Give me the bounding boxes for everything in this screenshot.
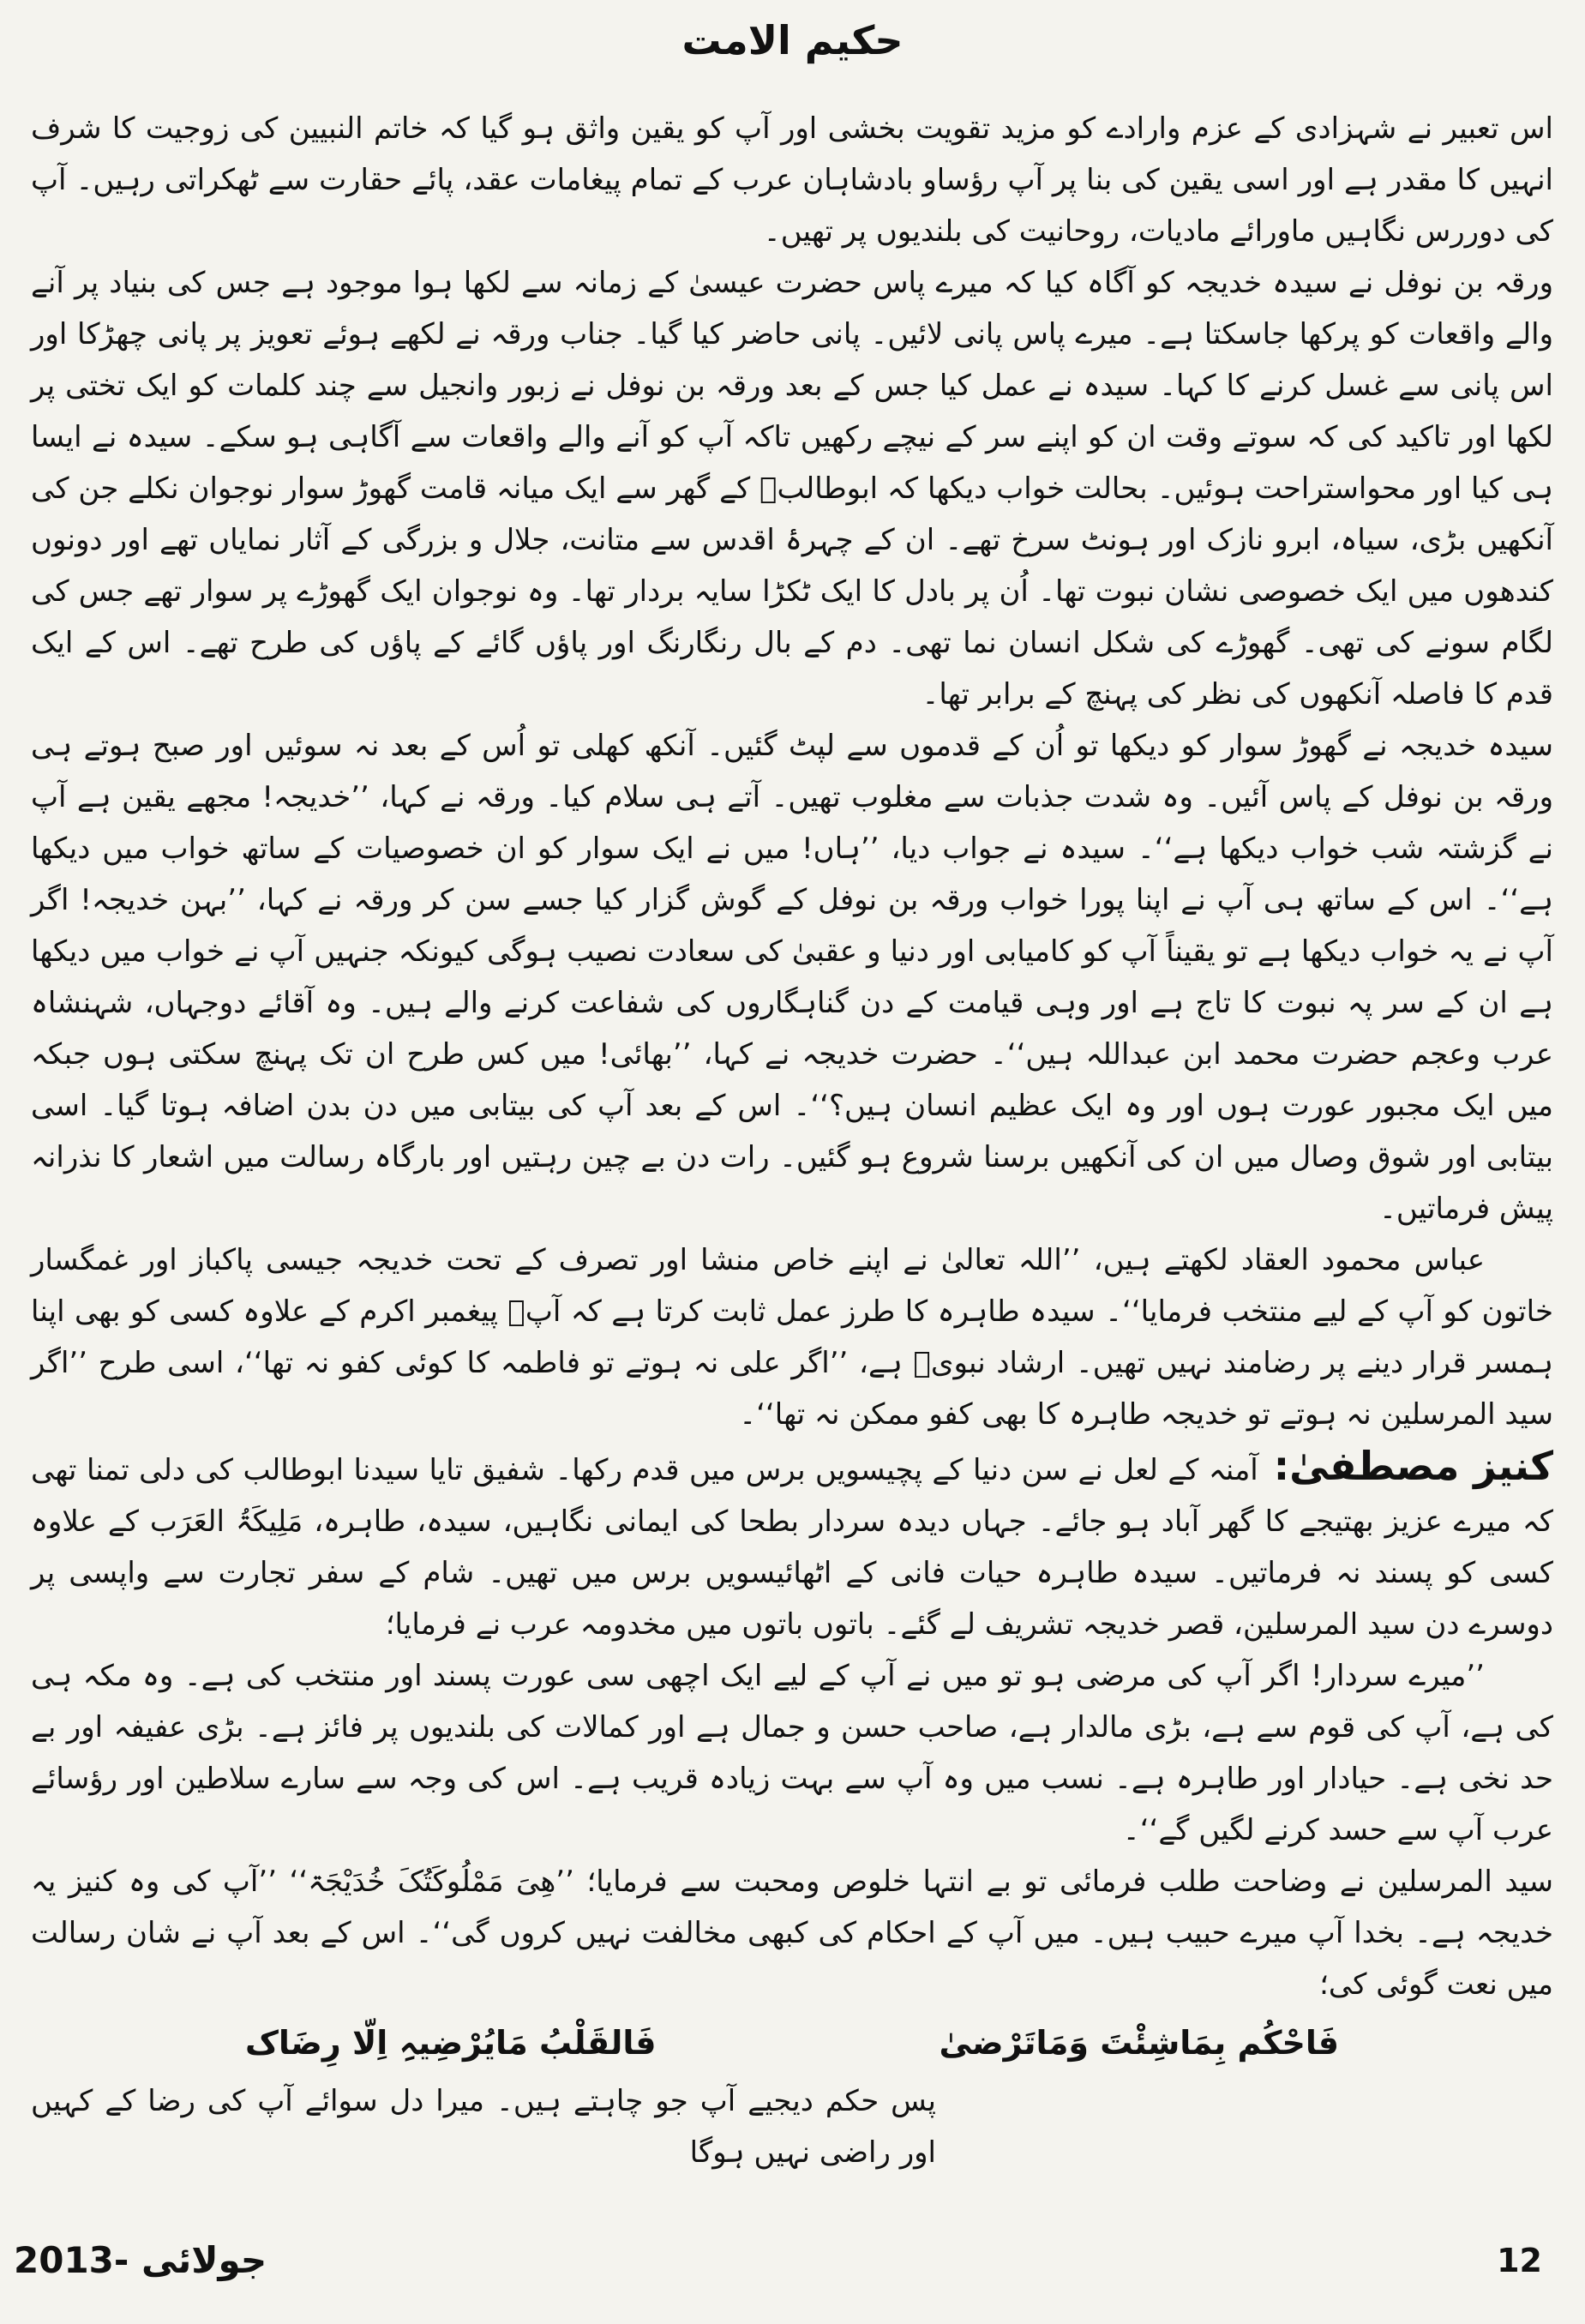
paragraph-1: اس تعبیر نے شہزادی کے عزم وارادے کو مزید تقویت بخشی اور آپ کو یقین واثق ہو گیا کہ خاتم النبیین کی زوجیت کا شرف انہیں کا مقدر ہے اور اسی یقین کی بنا پر آپ رؤساو بادشاہان عرب کے تمام پیغامات عقد، پائے حقارت سے ٹھکراتی رہیں۔ آپ کی دوررس نگاہیں ماورائے مادیات، روحانیت کی بلندیوں پر تھیں۔ xyxy=(31,111,1553,249)
paragraph-3: سیدہ خدیجہ نے گھوڑ سوار کو دیکھا تو اُن کے قدموں سے لپٹ گئیں۔ آنکھ کھلی تو اُس کے بعد نہ سوئیں اور صبح ہوتے ہی ورقہ بن نوفل کے پاس آئیں۔ وہ شدت جذبات سے مغلوب تھیں۔ آتے ہی سلام کیا۔ ورقہ نے کہا، ’’خدیجہ! مجھے یقین ہے آپ نے گزشتہ شب خواب دیکھا ہے‘‘۔ سیدہ نے جواب دیا، ’’ہاں! میں نے ایک سوار کو ان خصوصیات کے ساتھ خواب میں دیکھا ہے‘‘۔ اس کے ساتھ ہی آپ نے اپنا پورا خواب ورقہ بن نوفل کے گوش گزار کیا جسے سن کر ورقہ نے کہا، ’’بہن خدیجہ! اگر آپ نے یہ خواب دیکھا ہے تو یقیناً آپ کو کامیابی اور دنیا و عقبیٰ کی سعادت نصیب ہوگی کیونکہ جنہیں آپ نے خواب میں دیکھا ہے ان کے سر پہ نبوت کا تاج ہے اور وہی قیامت کے دن گناہگاروں کی شفاعت کرنے والے ہیں۔ وہ آقائے دوجہاں، شہنشاہ عرب وعجم حضرت محمد ابن عبداللہ ہیں‘‘۔ حضرت خدیجہ نے کہا، ’’بھائی! میں کس طرح ان تک پہنچ سکتی ہوں جبکہ میں ایک مجبور عورت ہوں اور وہ ایک عظیم انسان ہیں؟‘‘۔ اس کے بعد آپ کی بیتابی میں دن بدن اضافہ ہوتا گیا۔ اسی بیتابی اور شوق وصال میں ان کی آنکھیں برسنا شروع ہو گئیں۔ رات دن بے چین رہتیں اور بارگاہ رسالت میں اشعار کا نذرانہ پیش فرماتیں۔ xyxy=(31,729,1553,1226)
arabic-verse xyxy=(31,2010,1553,2075)
page-title: حکیم الامت xyxy=(681,17,904,63)
issue-date: جولائی -2013 xyxy=(14,2239,267,2281)
verse-left: فَالقَلْبُ مَایُرْضِیہِ اِلّا رِضَاک xyxy=(245,2024,657,2062)
paragraph-quote: ’’میرے سردار! اگر آپ کی مرضی ہو تو میں نے آپ کے لیے ایک اچھی سی عورت پسند اور منتخب کی ہے۔ وہ مکہ ہی کی ہے، آپ کی قوم سے ہے، بڑی مالدار ہے، صاحب حسن و جمال ہے اور کمالات کی بلندیوں پر فائز ہے۔ بڑی عفیفہ اور بے حد نخی ہے۔ حیادار اور طاہرہ ہے۔ نسب میں وہ آپ سے بہت زیادہ قریب ہے۔ اس کی وجہ سے سارے سلاطین اور رؤسائے عرب آپ سے حسد کرنے لگیں گے‘‘۔ xyxy=(31,1659,1553,1847)
paragraph-reply: سید المرسلین نے وضاحت طلب فرمائی تو بے انتہا خلوص ومحبت سے فرمایا؛ ’’ھِیَ مَمْلُوکَتُکَ خُدَیْجَۃ‘‘ ’’آپ کی وہ کنیز یہ خدیجہ ہے۔ بخدا آپ میرے حبیب ہیں۔ میں آپ کے احکام کی کبھی مخالفت نہیں کروں گی‘‘۔ اس کے بعد آپ نے شان رسالت میں نعت گوئی کی؛ xyxy=(31,1865,1553,2002)
paragraph-2: ورقہ بن نوفل نے سیدہ خدیجہ کو آگاہ کیا کہ میرے پاس حضرت عیسیٰ کے زمانہ سے لکھا ہوا موجود ہے جس کی بنیاد پر آنے والے واقعات کو پرکھا جاسکتا ہے۔ میرے پاس پانی لائیں۔ پانی حاضر کیا گیا۔ جناب ورقہ نے لکھے ہوئے تعویز پر پانی چھڑکا اور اس پانی سے غسل کرنے کا کہا۔ سیدہ نے عمل کیا جس کے بعد ورقہ بن نوفل نے زبور وانجیل سے چند کلمات کو ایک تختی پر لکھا اور تاکید کی کہ سوتے وقت ان کو اپنے سر کے نیچے رکھیں تاکہ آپ کو آنے والے واقعات سے آگاہی ہو سکے۔ سیدہ نے ایسا ہی کیا اور محواستراحت ہوئیں۔ بحالت خواب دیکھا کہ ابوطالبؑ کے گھر سے ایک میانہ قامت گھوڑ سوار نوجوان نکلے جن کی آنکھیں بڑی، سیاہ، ابرو نازک اور ہونٹ سرخ تھے۔ ان کے چہرۂ اقدس سے متانت، جلال و بزرگی کے آثار نمایاں تھے اور دونوں کندھوں میں ایک خصوصی نشان نبوت تھا۔ اُن پر بادل کا ایک ٹکڑا سایہ بردار تھا۔ وہ نوجوان ایک گھوڑے پر سوار تھے جس کی لگام سونے کی تھی۔ گھوڑے کی شکل انسان نما تھی۔ دم کے بال رنگارنگ اور پاؤں گائے کے پاؤں کی طرح تھے۔ اس کے ایک قدم کا فاصلہ آنکھوں کی نظر کی پہنچ کے برابر تھا۔ xyxy=(31,266,1553,712)
verse-translation: پس حکم دیجیے آپ جو چاہتے ہیں۔ میرا دل سوائے آپ کی رضا کے کہیں اور راضی نہیں ہوگا xyxy=(31,2084,936,2170)
verse-right: فَاحْکُم بِمَاشِئْتَ وَمَاتَرْضیٰ xyxy=(939,2024,1339,2062)
page-number: 12 xyxy=(1497,2242,1542,2279)
section-heading: کنیز مصطفیٰ: xyxy=(1273,1443,1554,1489)
section-intro xyxy=(31,1440,1553,1650)
section-first-paragraph: آمنہ کے لعل نے سن دنیا کے پچیسویں برس میں قدم رکھا۔ شفیق تایا سیدنا ابوطالب کی دلی تمنا تھی کہ میرے عزیز بھتیجے کا گھر آباد ہو جائے۔ جہاں دیدہ سردار بطحا کی ایمانی نگاہیں، سیدہ، طاہرہ، مَلِیکَۃُ العَرَب کے علاوہ کسی کو پسند نہ فرماتیں۔ سیدہ طاہرہ حیات فانی کے اٹھائیسویں برس میں تھیں۔ شام کے سفر تجارت سے واپسی پر دوسرے دن سید المرسلین، قصر خدیجہ تشریف لے گئے۔ باتوں باتوں میں مخدومہ عرب نے فرمایا؛ xyxy=(31,1453,1553,1642)
article-body xyxy=(31,103,1553,2178)
paragraph-4: عباس محمود العقاد لکھتے ہیں، ’’اللہ تعالیٰ نے اپنے خاص منشا اور تصرف کے تحت خدیجہ جیسی پاکباز اور غمگسار خاتون کو آپ کے لیے منتخب فرمایا‘‘۔ سیدہ طاہرہ کا طرز عمل ثابت کرتا ہے کہ آپؐ پیغمبر اکرم کے علاوہ کسی کو بھی اپنا ہمسر قرار دینے پر رضامند نہیں تھیں۔ ارشاد نبویؐ ہے، ’’اگر علی نہ ہوتے تو فاطمہ کا کوئی کفو نہ تھا‘‘، اسی طرح ’’اگر سید المرسلین نہ ہوتے تو خدیجہ طاہرہ کا بھی کفو ممکن نہ تھا‘‘۔ xyxy=(31,1243,1553,1432)
